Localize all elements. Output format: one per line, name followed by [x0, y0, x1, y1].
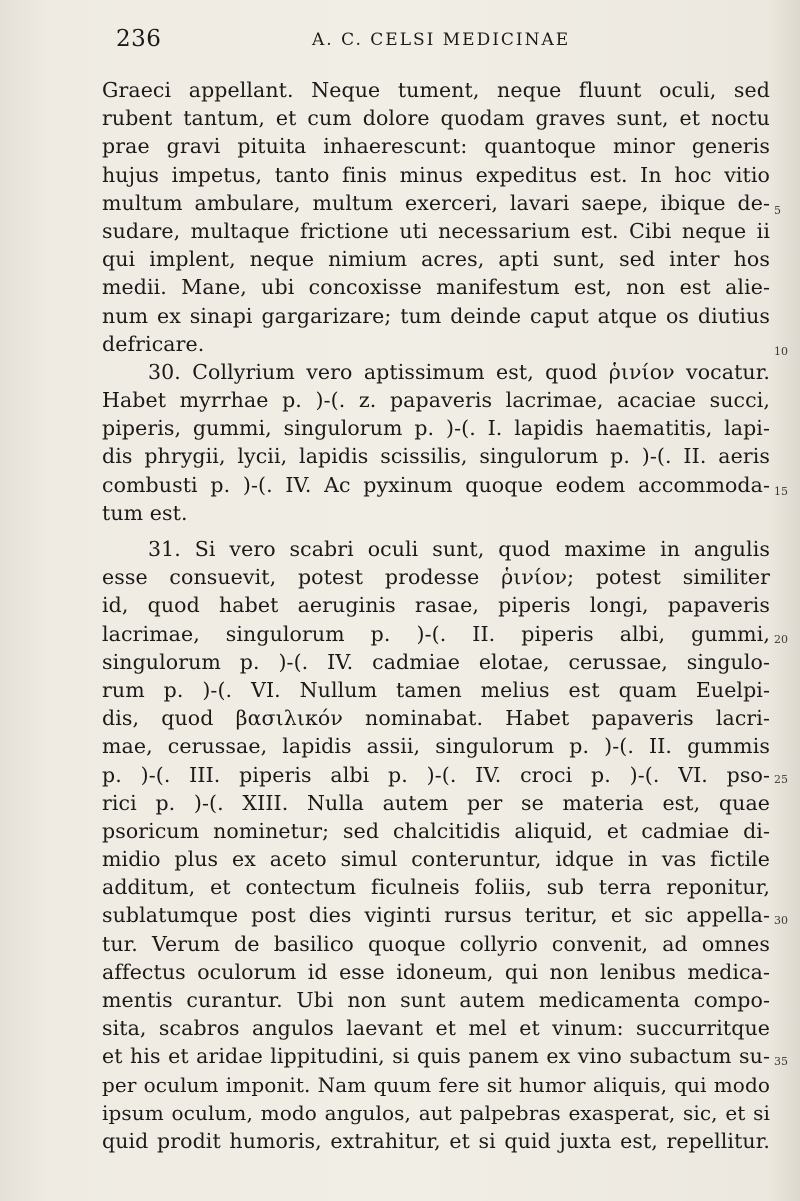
- margin-line-number: 25: [774, 773, 788, 786]
- running-title: A. C. CELSI MEDICINAE: [312, 30, 571, 50]
- text-line: psoricum nominetur; sed chalcitidis aliquid, et cadmiae di-: [102, 818, 770, 843]
- text-line: id, quod habet aeruginis rasae, piperis longi, papaveris: [102, 593, 770, 618]
- text-line: sita, scabros angulos laevant et mel et vinum: succurritque: [102, 1016, 770, 1041]
- text-line: tum est.: [102, 500, 188, 525]
- text-line: prae gravi pituita inhaerescunt: quantoque minor generis: [102, 134, 770, 159]
- page-number: 236: [116, 26, 162, 52]
- text-line: multum ambulare, multum exerceri, lavari saepe, ibique de-: [102, 190, 770, 215]
- text-line: rubent tantum, et cum dolore quodam graves sunt, et noctu: [102, 106, 770, 131]
- running-head: [112, 24, 772, 58]
- text-line: lacrimae, singulorum p. )-(. II. piperis albi, gummi,: [102, 621, 770, 646]
- text-line: per oculum imponit. Nam quum fere sit humor aliquis, qui modo: [102, 1072, 770, 1097]
- section-31-first-line: 31. Si vero scabri oculi sunt, quod maxime in angulis: [148, 537, 770, 561]
- text-line: midio plus ex aceto simul conteruntur, idque in vas fictile: [102, 847, 770, 872]
- text-line: sublatumque post dies viginti rursus teritur, et sic appella-: [102, 903, 770, 928]
- text-line: quid prodit humoris, extrahitur, et si quid juxta est, repellitur.: [102, 1128, 770, 1153]
- margin-line-number: 20: [774, 633, 788, 646]
- text-line: qui implent, neque nimium acres, apti sunt, sed inter hos: [102, 247, 770, 272]
- text-line: dis, quod βασιλικόν nominabat. Habet papaveris lacri-: [102, 706, 770, 731]
- text-line: singulorum p. )-(. IV. cadmiae elotae, cerussae, singulo-: [102, 649, 770, 674]
- text-line: hujus impetus, tanto finis minus expeditus est. In hoc vitio: [102, 162, 770, 187]
- text-line: piperis, gummi, singulorum p. )-(. I. lapidis haematitis, lapi-: [102, 416, 770, 441]
- text-line: et his et aridae lippitudini, si quis panem ex vino subactum su-: [102, 1044, 770, 1069]
- text-line: mentis curantur. Ubi non sunt autem medicamenta compo-: [102, 988, 770, 1012]
- text-block: [102, 76, 770, 1155]
- text-line: esse consuevit, potest prodesse ῥινίον; potest similiter: [102, 565, 770, 590]
- text-line: p. )-(. III. piperis albi p. )-(. IV. croci p. )-(. VI. pso-: [102, 762, 770, 787]
- text-line: rum p. )-(. VI. Nullum tamen melius est quam Euelpi-: [102, 677, 770, 702]
- text-line: mae, cerussae, lapidis assii, singulorum p. )-(. II. gummis: [102, 734, 770, 759]
- text-line: defricare.: [102, 331, 205, 356]
- text-line: ipsum oculum, modo angulos, aut palpebras exasperat, sic, et si: [102, 1100, 770, 1125]
- text-line: combusti p. )-(. IV. Ac pyxinum quoque eodem accommoda-: [102, 472, 770, 497]
- text-line: additum, et contectum ficulneis foliis, sub terra reponitur,: [102, 875, 770, 900]
- margin-line-number: 35: [774, 1055, 788, 1068]
- text-line: dis phrygii, lycii, lapidis scissilis, singulorum p. )-(. II. aeris: [102, 444, 770, 469]
- paragraph-gap: [102, 527, 770, 535]
- margin-line-number: 30: [774, 914, 788, 927]
- text-line: Habet myrrhae p. )-(. z. papaveris lacrimae, acaciae succi,: [102, 388, 770, 413]
- margin-line-number: 15: [774, 485, 788, 498]
- section-30-first-line: 30. Collyrium vero aptissimum est, quod ῥινίον vocatur.: [148, 359, 770, 384]
- text-line: medii. Mane, ubi concoxisse manifestum est, non est alie-: [102, 275, 770, 300]
- text-line: rici p. )-(. XIII. Nulla autem per se materia est, quae: [102, 790, 770, 815]
- margin-line-number: 5: [774, 204, 781, 217]
- text-line: Graeci appellant. Neque tument, neque fluunt oculi, sed: [102, 78, 770, 102]
- text-line: tur. Verum de basilico quoque collyrio convenit, ad omnes: [102, 931, 770, 956]
- text-line: affectus oculorum id esse idoneum, qui non lenibus medica-: [102, 959, 770, 984]
- margin-line-number: 10: [774, 345, 788, 358]
- text-line: sudare, multaque frictione uti necessarium est. Cibi neque ii: [102, 218, 770, 243]
- text-line: num ex sinapi gargarizare; tum deinde caput atque os diutius: [102, 303, 770, 328]
